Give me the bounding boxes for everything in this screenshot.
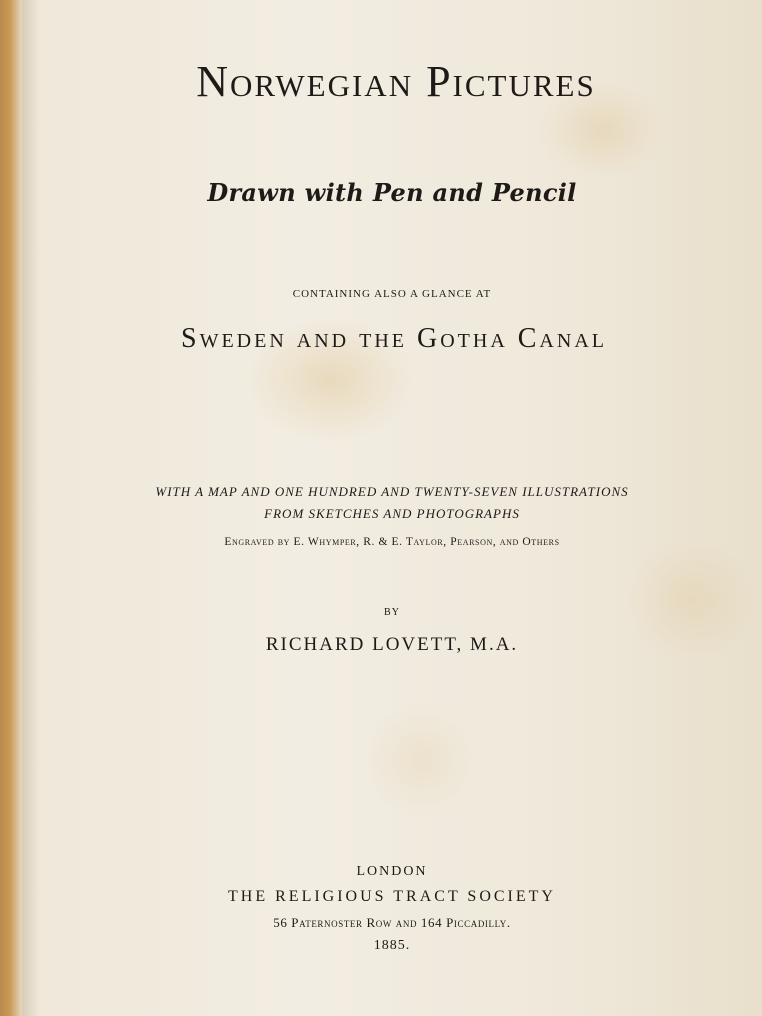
- author-name: RICHARD LOVETT, M.A.: [265, 634, 519, 655]
- publisher-address: 56 Paternoster Row and 164 Piccadilly.: [273, 915, 511, 930]
- secondary-title: Sweden and the Gotha Canal: [181, 323, 607, 354]
- book-subtitle: Drawn with Pen and Pencil: [207, 178, 577, 207]
- illustrations-line-2: FROM SKETCHES AND PHOTOGRAPHS: [264, 506, 520, 521]
- by-line: BY: [384, 607, 400, 618]
- book-spine-edge: [0, 0, 22, 1016]
- illustrations-line-1: WITH A MAP AND ONE HUNDRED AND TWENTY-SEVEN ILLUSTRATIONS: [155, 484, 629, 499]
- publication-year: 1885.: [373, 938, 411, 953]
- publication-city: LONDON: [356, 864, 428, 879]
- containing-line: CONTAINING ALSO A GLANCE AT: [292, 288, 492, 300]
- book-title: Norwegian Pictures: [196, 57, 596, 106]
- engravers-line: Engraved by E. Whymper, R. & E. Taylor, Pearson, and Others: [224, 536, 560, 548]
- publisher-name: THE RELIGIOUS TRACT SOCIETY: [228, 888, 556, 905]
